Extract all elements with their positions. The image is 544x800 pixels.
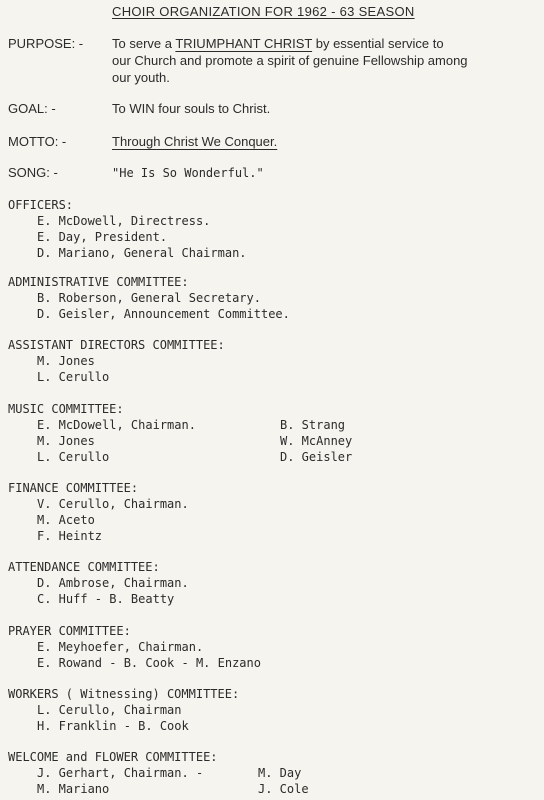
welcome-member: J. Gerhart, Chairman. -	[37, 766, 204, 780]
motto-label: MOTTO: -	[8, 134, 67, 149]
goal-text: To WIN four souls to Christ.	[112, 101, 271, 116]
finance-member: F. Heintz	[37, 529, 103, 543]
administrative-member: B. Roberson, General Secretary.	[37, 291, 261, 305]
motto-text: Through Christ We Conquer.	[112, 134, 278, 149]
song-text: "He Is So Wonderful."	[112, 166, 264, 180]
prayer-member: E. Meyhoefer, Chairman.	[37, 640, 204, 654]
purpose-line-2: our Church and promote a spirit of genuine Fellowship among	[112, 53, 468, 68]
workers-member: H. Franklin - B. Cook	[37, 719, 189, 733]
music-heading: MUSIC COMMITTEE:	[8, 402, 124, 416]
music-member: L. Cerullo	[37, 450, 110, 464]
music-member: D. Geisler	[280, 450, 353, 464]
attendance-member: D. Ambrose, Chairman.	[37, 576, 189, 590]
workers-member: L. Cerullo, Chairman	[37, 703, 182, 717]
music-member: W. McAnney	[280, 434, 353, 448]
officer-item: E. Day, President.	[37, 230, 168, 244]
assistant-directors-heading: ASSISTANT DIRECTORS COMMITTEE:	[8, 338, 225, 352]
purpose-line-1-pre: To serve a	[112, 36, 176, 51]
music-member: E. McDowell, Chairman.	[37, 418, 196, 432]
finance-member: V. Cerullo, Chairman.	[37, 497, 189, 511]
document-title: CHOIR ORGANIZATION FOR 1962 - 63 SEASON	[112, 4, 415, 19]
music-member: M. Jones	[37, 434, 95, 448]
attendance-member: C. Huff - B. Beatty	[37, 592, 175, 606]
administrative-member: D. Geisler, Announcement Committee.	[37, 307, 290, 321]
welcome-heading: WELCOME and FLOWER COMMITTEE:	[8, 750, 218, 764]
prayer-heading: PRAYER COMMITTEE:	[8, 624, 131, 638]
purpose-line-1-post: by essential service to	[312, 36, 444, 51]
welcome-member: M. Mariano	[37, 782, 110, 796]
officer-item: D. Mariano, General Chairman.	[37, 246, 247, 260]
administrative-heading: ADMINISTRATIVE COMMITTEE:	[8, 275, 189, 289]
purpose-label: PURPOSE: -	[8, 36, 84, 51]
music-member: B. Strang	[280, 418, 346, 432]
goal-label: GOAL: -	[8, 101, 56, 116]
assistant-directors-member: M. Jones	[37, 354, 95, 368]
purpose-line-3: our youth.	[112, 70, 170, 85]
welcome-member: J. Cole	[258, 782, 309, 796]
song-label: SONG: -	[8, 165, 58, 180]
attendance-heading: ATTENDANCE COMMITTEE:	[8, 560, 160, 574]
assistant-directors-member: L. Cerullo	[37, 370, 110, 384]
prayer-member: E. Rowand - B. Cook - M. Enzano	[37, 656, 261, 670]
finance-heading: FINANCE COMMITTEE:	[8, 481, 139, 495]
finance-member: M. Aceto	[37, 513, 95, 527]
welcome-member: M. Day	[258, 766, 302, 780]
officers-heading: OFFICERS:	[8, 198, 74, 212]
purpose-emphasis: TRIUMPHANT CHRIST	[175, 36, 313, 51]
officer-item: E. McDowell, Directress.	[37, 214, 211, 228]
workers-heading: WORKERS ( Witnessing) COMMITTEE:	[8, 687, 240, 701]
purpose-line-1	[112, 35, 444, 53]
